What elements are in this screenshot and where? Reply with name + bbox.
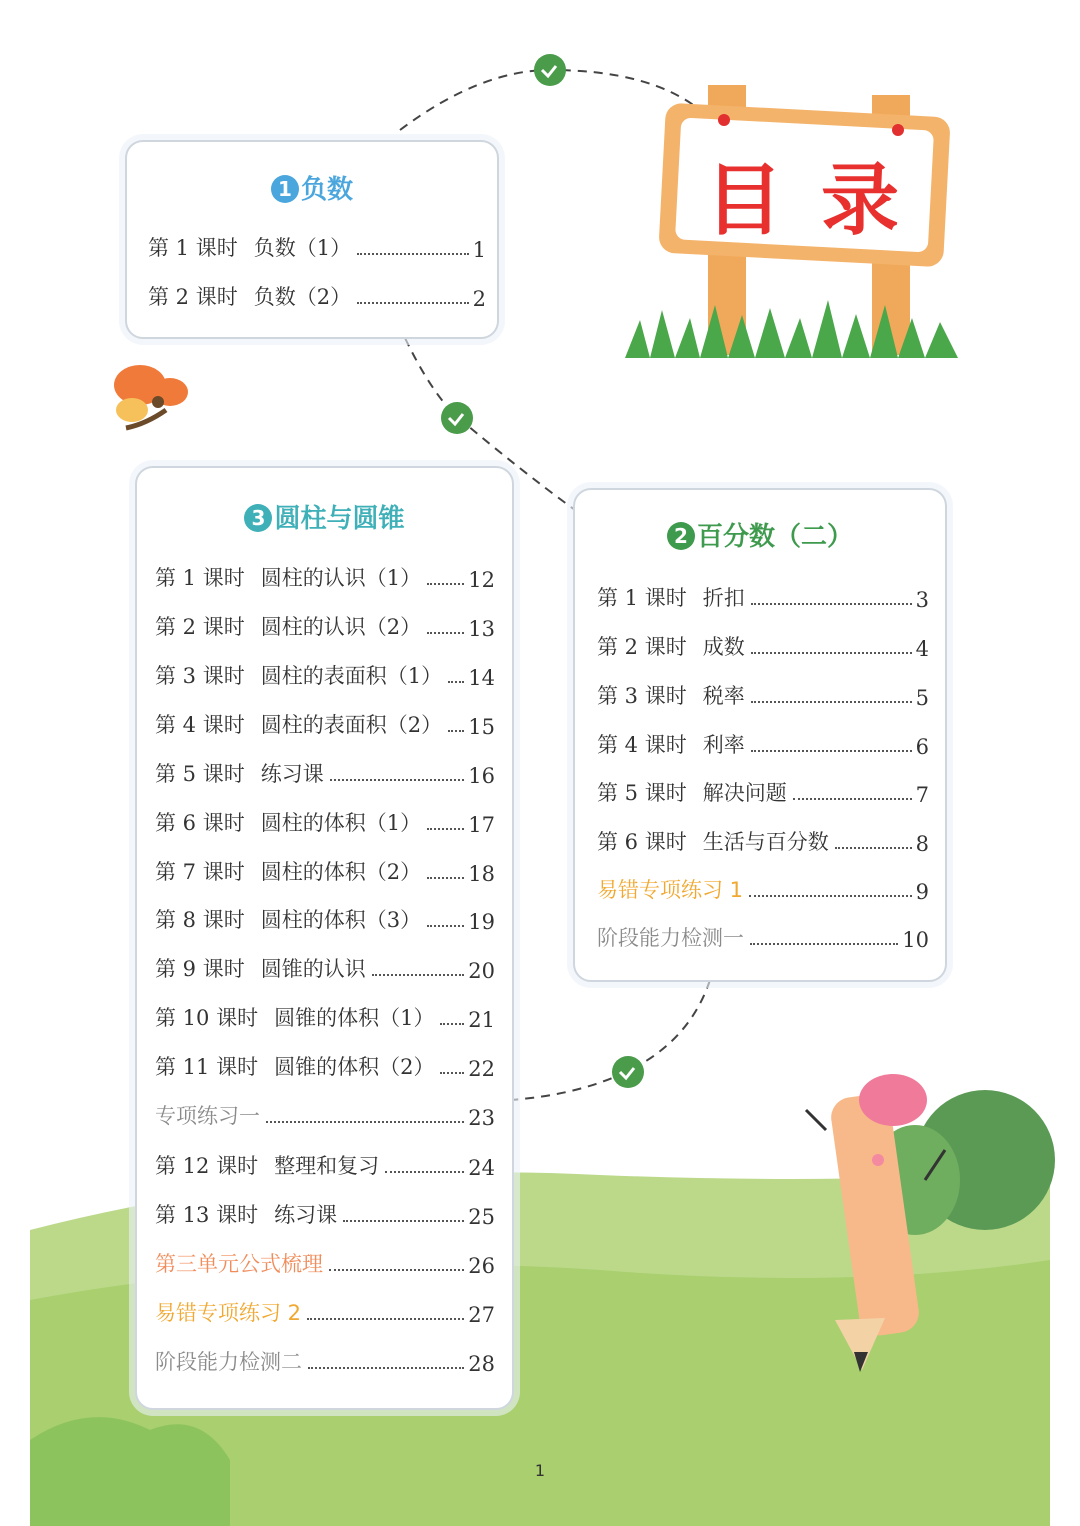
toc-entry[interactable]: 第 2 课时 负数（2） 2 (148, 285, 486, 311)
butterfly-icon (114, 365, 188, 428)
section-title-1: 1 负数 (127, 169, 497, 206)
toc-entry[interactable]: 第 7 课时 圆柱的体积（2） 18 (155, 860, 495, 886)
toc-entry[interactable]: 第 6 课时 生活与百分数 8 (597, 830, 929, 856)
toc-entry[interactable]: 第 9 课时 圆锥的认识 20 (155, 957, 495, 983)
toc-entry[interactable]: 第 11 课时 圆锥的体积（2） 22 (155, 1055, 495, 1081)
section-title-3: 3 圆柱与圆锥 (137, 498, 512, 535)
toc-entry[interactable]: 第 1 课时 圆柱的认识（1） 12 (155, 566, 495, 592)
toc-entry[interactable]: 第 8 课时 圆柱的体积（3） 19 (155, 908, 495, 934)
toc-entry[interactable]: 第 5 课时 练习课 16 (155, 762, 495, 788)
toc-entry[interactable]: 阶段能力检测二 28 (155, 1350, 495, 1376)
toc-entry[interactable]: 第 1 课时 负数（1） 1 (148, 236, 486, 262)
toc-entry[interactable]: 第 10 课时 圆锥的体积（1） 21 (155, 1006, 495, 1032)
toc-entry[interactable]: 第 5 课时 解决问题 7 (597, 781, 929, 807)
toc-entry[interactable]: 易错专项练习 2 27 (155, 1301, 495, 1327)
section-title-2: 2 百分数（二） (575, 516, 945, 553)
page-number: 1 (534, 1461, 546, 1480)
toc-entry[interactable]: 第 3 课时 税率 5 (597, 684, 929, 710)
toc-entry[interactable]: 第 4 课时 圆柱的表面积（2） 15 (155, 713, 495, 739)
section-number-badge: 2 (667, 522, 695, 550)
toc-entry[interactable]: 第 1 课时 折扣 3 (597, 586, 929, 612)
toc-entry[interactable]: 第 6 课时 圆柱的体积（1） 17 (155, 811, 495, 837)
toc-entry[interactable]: 阶段能力检测一 10 (597, 926, 929, 952)
toc-entry[interactable]: 第 3 课时 圆柱的表面积（1） 14 (155, 664, 495, 690)
section-number-badge: 1 (271, 175, 299, 203)
toc-entry[interactable]: 第 2 课时 圆柱的认识（2） 13 (155, 615, 495, 641)
toc-entry[interactable]: 第 12 课时 整理和复习 24 (155, 1154, 495, 1180)
toc-entry[interactable]: 第三单元公式梳理 26 (155, 1252, 495, 1278)
toc-entry[interactable]: 第 2 课时 成数 4 (597, 635, 929, 661)
toc-entry[interactable]: 第 4 课时 利率 6 (597, 733, 929, 759)
toc-entry[interactable]: 专项练习一 23 (155, 1104, 495, 1130)
section-number-badge: 3 (244, 504, 272, 532)
toc-entry[interactable]: 第 13 课时 练习课 25 (155, 1203, 495, 1229)
page-title: 目录 (705, 156, 938, 246)
toc-entry[interactable]: 易错专项练习 1 9 (597, 878, 929, 904)
